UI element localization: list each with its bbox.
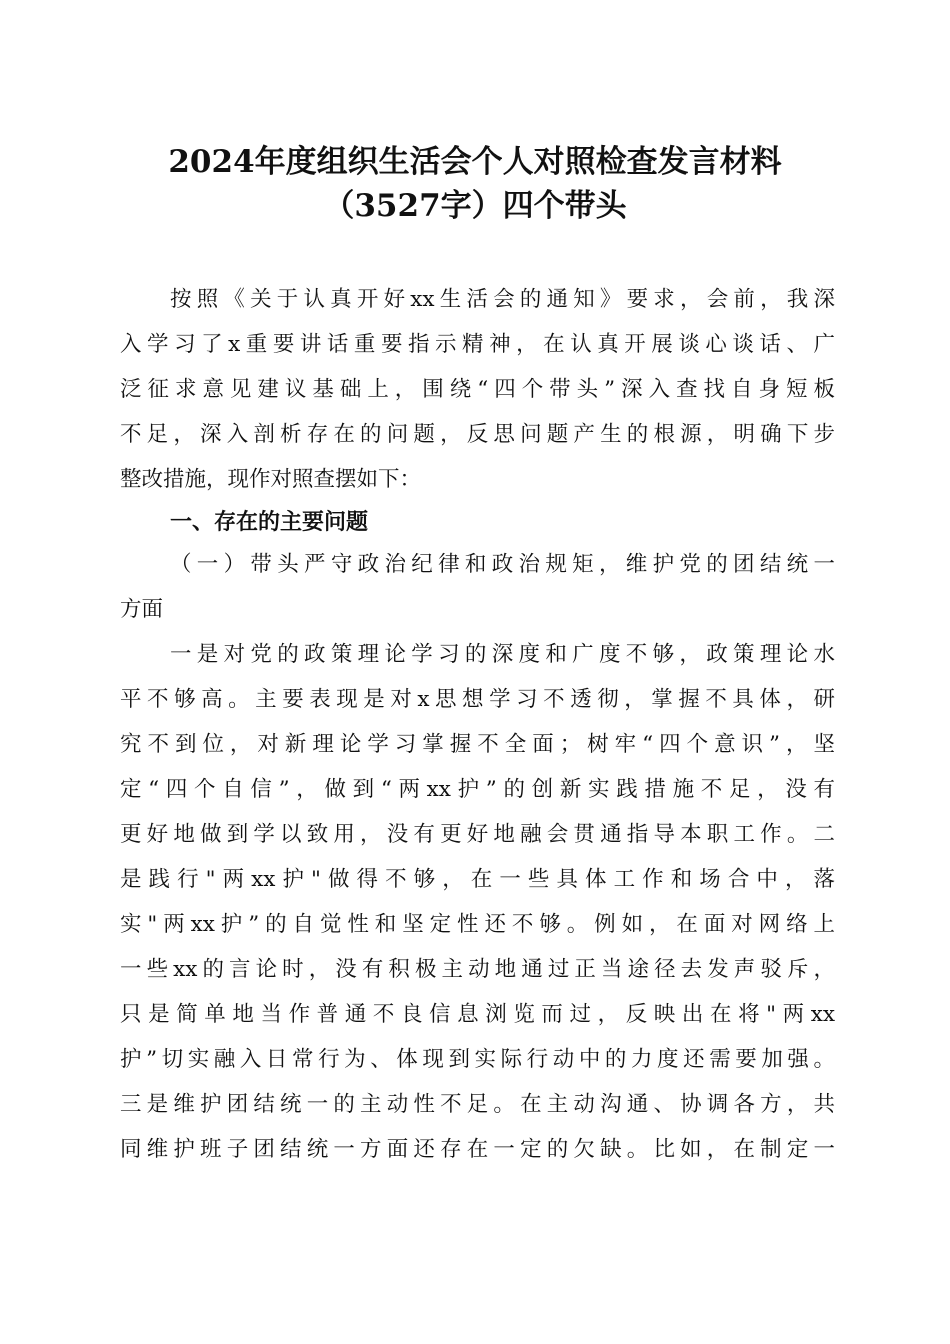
body-line: 护”切实融入日常行为、体现到实际行动中的力度还需要加强。 (120, 1047, 835, 1072)
body-line: 更好地做到学以致用，没有更好地融会贯通指导本职工作。二 (120, 822, 835, 847)
body-line: 三是维护团结统一的主动性不足。在主动沟通、协调各方，共 (120, 1092, 835, 1117)
body-line: 一些xx的言论时，没有积极主动地通过正当途径去发声驳斥， (120, 957, 835, 982)
body-line: 究不到位，对新理论学习掌握不全面；树牢“四个意识”，坚 (120, 732, 835, 757)
subsection-heading-line: 方面 (120, 597, 164, 622)
intro-line: 整改措施，现作对照查摆如下： (120, 467, 422, 492)
subsection-heading-line: （一）带头严守政治纪律和政治规矩，维护党的团结统一 (170, 552, 835, 577)
intro-line: 入学习了x重要讲话重要指示精神，在认真开展谈心谈话、广 (120, 332, 835, 357)
document-title-line-2: （3527字）四个带头 (323, 188, 627, 224)
body-line: 同维护班子团结统一方面还存在一定的欠缺。比如，在制定一 (120, 1137, 835, 1162)
body-line: 是践行"两xx护"做得不够，在一些具体工作和场合中，落 (120, 867, 835, 892)
body-line: 定“四个自信”，做到“两xx护”的创新实践措施不足，没有 (120, 777, 835, 802)
intro-line: 不足，深入剖析存在的问题，反思问题产生的根源，明确下步 (120, 422, 835, 447)
body-line: 平不够高。主要表现是对x思想学习不透彻，掌握不具体，研 (120, 687, 835, 712)
body-line: 只是简单地当作普通不良信息浏览而过，反映出在将"两xx (120, 1002, 835, 1027)
intro-line: 按照《关于认真开好xx生活会的通知》要求，会前，我深 (170, 287, 835, 312)
body-line: 实"两xx护”的自觉性和坚定性还不够。例如，在面对网络上 (120, 912, 835, 937)
section-heading: 一、存在的主要问题 (170, 510, 369, 535)
document-title-line-1: 2024年度组织生活会个人对照检查发言材料 (168, 144, 782, 180)
intro-line: 泛征求意见建议基础上，围绕“四个带头”深入查找自身短板 (120, 377, 835, 402)
body-line: 一是对党的政策理论学习的深度和广度不够，政策理论水 (170, 642, 835, 667)
